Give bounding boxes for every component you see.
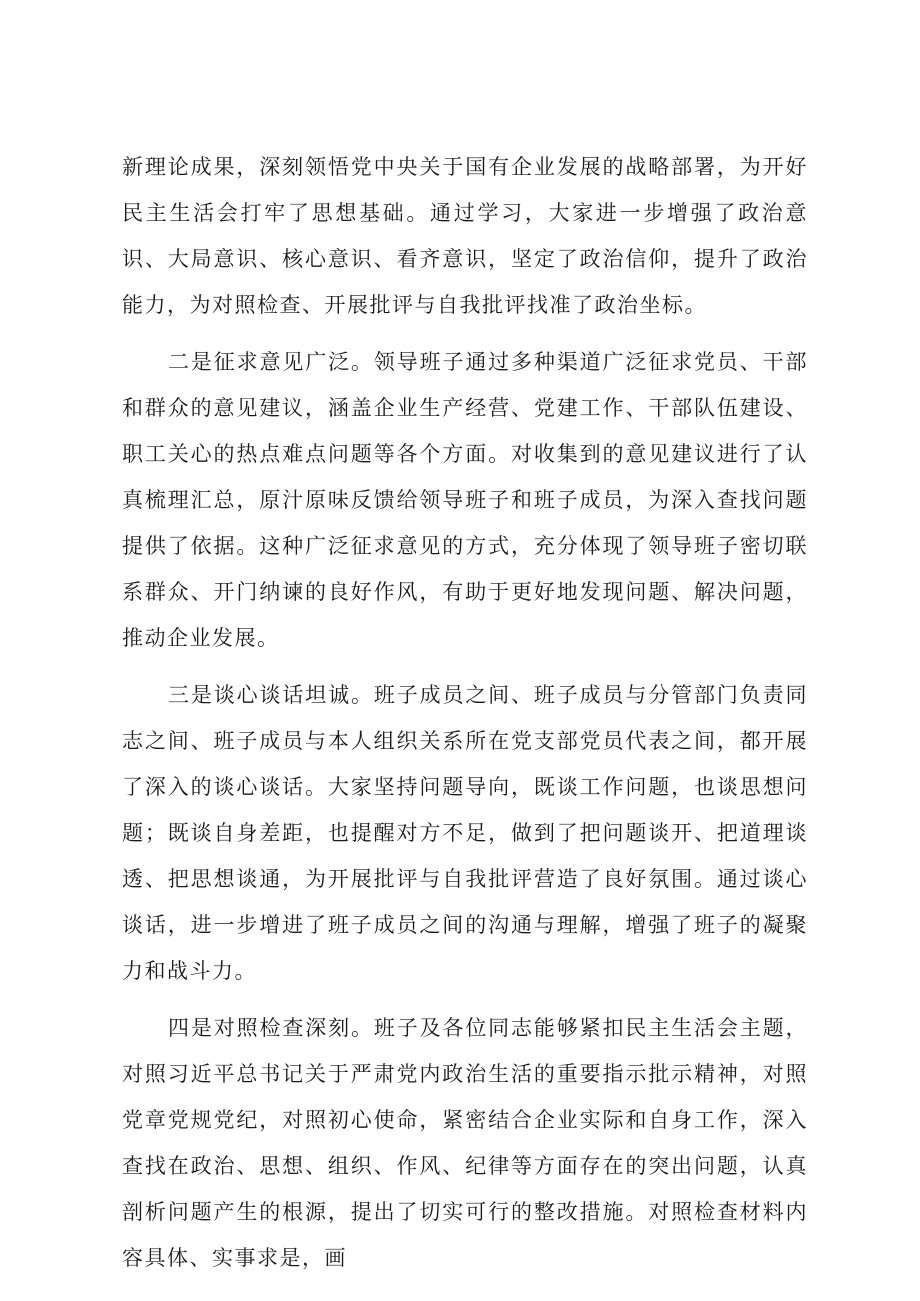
- paragraph-opinion-solicitation: 二是征求意见广泛。领导班子通过多种渠道广泛征求党员、干部和群众的意见建议，涵盖企业生产经营、党建工作、干部队伍建设、职工关心的热点难点问题等各个方面。对收集到的意见建议进行了认真梳理汇总，原汁原味反馈给领导班子和班子成员，为深入查找问题提供了依据。这种广泛征求意见的方式，充分体现了领导班子密切联系群众、开门纳谏的良好作风，有助于更好地发现问题、解决问题，推动企业发展。: [122, 350, 808, 650]
- paragraph-heart-to-heart-talks: 三是谈心谈话坦诚。班子成员之间、班子成员与分管部门负责同志之间、班子成员与本人组织关系所在党支部党员代表之间，都开展了深入的谈心谈话。大家坚持问题导向，既谈工作问题，也谈思想问题；既谈自身差距，也提醒对方不足，做到了把问题谈开、把道理谈透、把思想谈通，为开展批评与自我批评营造了良好氛围。通过谈心谈话，进一步增进了班子成员之间的沟通与理解，增强了班子的凝聚力和战斗力。: [122, 683, 808, 983]
- paragraph-continuation: 新理论成果，深刻领悟党中央关于国有企业发展的战略部署，为开好民主生活会打牢了思想基础。通过学习，大家进一步增强了政治意识、大局意识、核心意识、看齐意识，坚定了政治信仰，提升了政治能力，为对照检查、开展批评与自我批评找准了政治坐标。: [122, 155, 808, 317]
- paragraph-self-examination: 四是对照检查深刻。班子及各位同志能够紧扣民主生活会主题，对照习近平总书记关于严肃党内政治生活的重要指示批示精神，对照党章党规党纪，对照初心使命，紧密结合企业实际和自身工作，深入查找在政治、思想、组织、作风、纪律等方面存在的突出问题，认真剖析问题产生的根源，提出了切实可行的整改措施。对照检查材料内容具体、实事求是，画: [122, 1016, 808, 1270]
- document-body: [122, 144, 808, 1292]
